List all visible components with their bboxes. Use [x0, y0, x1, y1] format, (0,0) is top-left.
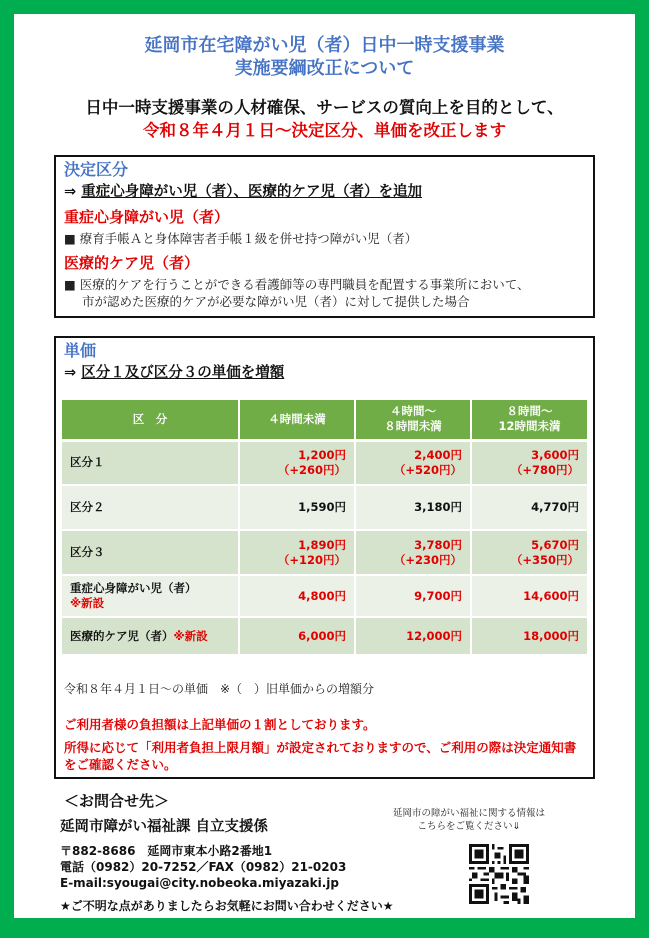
square-bullet-icon: ■ — [64, 277, 76, 292]
price-heading: 単価 — [64, 341, 97, 360]
price-summary-text: 区分１及び区分３の単価を増額 — [81, 365, 285, 381]
copay-notice: ご利用者様の負担額は上記単価の１割としております。 — [64, 717, 376, 732]
new-badge: ※新設 — [70, 596, 105, 610]
lead-text-purpose: 日中一時支援事業の人材確保、サービスの質向上を目的として、 — [85, 98, 564, 117]
new-badge: ※新設 — [173, 628, 208, 643]
copay-limit-notice: 所得に応じて「利用者負担上限月額」が設定されておりますので、ご利用の際は決定通知書をご確認ください。 — [64, 740, 577, 772]
square-bullet-icon: ■ — [64, 231, 76, 246]
table-row: 重症心身障がい児（者） ※新設 4,800円 9,700円 14,600円 — [62, 575, 587, 617]
contact-details — [60, 843, 346, 891]
price-section — [54, 336, 595, 779]
category-medical-title: 医療的ケア児（者） — [64, 254, 200, 272]
email-address: E-mail:syougai@city.nobeoka.miyazaki.jp — [60, 876, 339, 890]
flyer-page — [14, 14, 635, 918]
arrow-icon: ⇒ — [64, 365, 77, 381]
category-summary-text: 重症心身障がい児（者）、医療的ケア児（者）を追加 — [81, 184, 422, 200]
header-category: 区 分 — [62, 400, 239, 440]
category-severe-desc: ■ 療育手帳Ａと身体障害者手帳１級を併せ持つ障がい児（者） — [64, 231, 418, 246]
table-row: 区分３ 1,890円 （+120円） 3,780円 （+230円） 5,670円 （+350円） — [62, 530, 587, 575]
postal-address: 〒882-8686 延岡市東本小路2番地1 — [60, 844, 273, 858]
category-section — [54, 155, 595, 318]
lead-text-revision: 令和８年４月１日～決定区分、単価を改正します — [143, 121, 506, 140]
price-summary — [64, 364, 284, 382]
phone-fax: 電話（0982）20-7252／FAX（0982）21-0203 — [60, 860, 347, 874]
header-under-4h: ４時間未満 — [239, 400, 355, 440]
header-4h-8h: ４時間～ ８時間未満 — [355, 400, 471, 440]
table-row: 区分１ 1,200円 （+260円） 2,400円 （+520円） 3,600円 （+780円） — [62, 440, 587, 485]
category-severe-title: 重症心身障がい児（者） — [64, 208, 230, 226]
table-header-row — [62, 400, 587, 440]
unit-price-table — [62, 400, 587, 656]
qr-caption: 延岡市の障がい福祉に関する情報は こちらをご覧ください⇓ — [392, 808, 545, 832]
header-8h-12h: ８時間～ 12時間未満 — [471, 400, 587, 440]
contact-heading: ＜お問合せ先＞ — [64, 792, 170, 810]
category-medical-desc: ■ 医療的ケアを行うことができる看護師等の専門職員を配置する事業所において、 市が認めた医療的ケアが必要な障がい児（者）に対して提供した場合 — [64, 277, 530, 309]
contact-organization: 延岡市障がい福祉課 自立支援係 — [60, 819, 269, 835]
inquiry-invitation: ★ご不明な点がありましたらお気軽にお問い合わせください★ — [60, 899, 394, 913]
qr-code-icon[interactable] — [469, 844, 529, 904]
price-footnote: 令和８年４月１日～の単価 ※（ ）旧単価からの増額分 — [64, 682, 375, 696]
document-title-line1: 延岡市在宅障がい児（者）日中一時支援事業 — [144, 35, 505, 56]
category-heading: 決定区分 — [64, 160, 129, 179]
table-row: 医療的ケア児（者）※新設 6,000円 12,000円 18,000円 — [62, 617, 587, 655]
table-row: 区分２ 1,590円 3,180円 4,770円 — [62, 485, 587, 530]
document-title-line2: 実施要綱改正について — [234, 58, 415, 79]
arrow-icon: ⇒ — [64, 184, 77, 200]
category-summary — [64, 183, 422, 201]
